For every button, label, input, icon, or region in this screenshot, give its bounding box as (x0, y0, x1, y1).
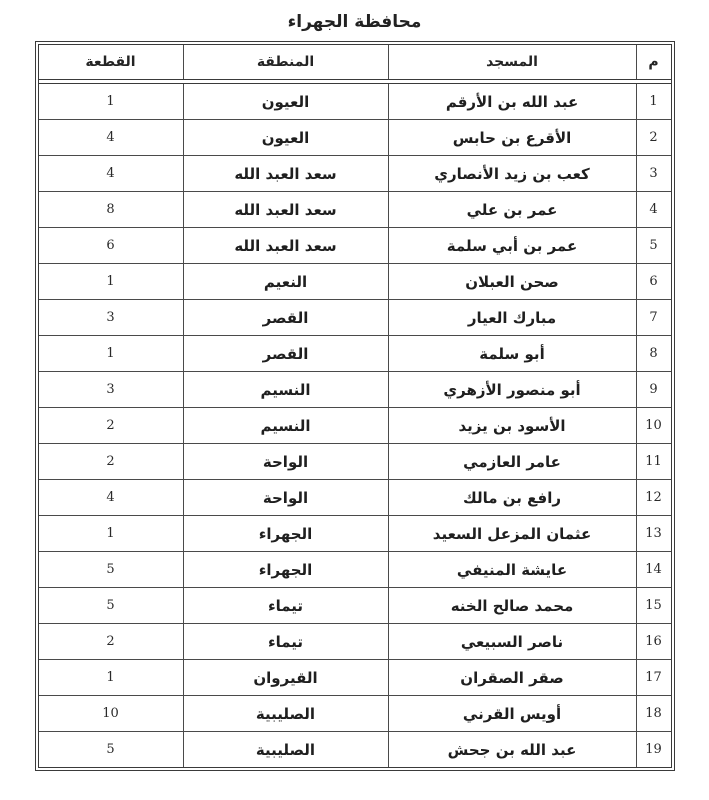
cell-mosque-name: صقر الصقران (388, 660, 636, 695)
cell-mosque-name: عبد الله بن الأرقم (388, 84, 636, 119)
cell-mosque-name: محمد صالح الخنه (388, 588, 636, 623)
table-row (39, 120, 671, 156)
table-row (39, 696, 671, 732)
cell-plot-number: 1 (106, 94, 115, 109)
cell-mosque-name: صحن العبلان (388, 264, 636, 299)
table-row (39, 444, 671, 480)
cell-plot-number: 6 (106, 238, 115, 253)
table-row (39, 264, 671, 300)
cell-mosque-name: أبو سلمة (388, 336, 636, 371)
cell-mosque-name: مبارك العيار (388, 300, 636, 335)
cell-plot-number: 2 (106, 418, 115, 433)
header-mosque: المسجد (388, 45, 636, 79)
cell-index: 4 (636, 192, 671, 227)
cell-area-name: تيماء (183, 624, 388, 659)
cell-area-name: العيون (183, 120, 388, 155)
table-row (39, 732, 671, 767)
cell-plot-number: 1 (106, 346, 115, 361)
table-row (39, 516, 671, 552)
header-area: المنطقة (183, 45, 388, 79)
cell-area-name: تيماء (183, 588, 388, 623)
cell-area-name: سعد العبد الله (183, 192, 388, 227)
table-row (39, 300, 671, 336)
cell-mosque-name: عمر بن علي (388, 192, 636, 227)
cell-mosque-name: ناصر السبيعي (388, 624, 636, 659)
table-row (39, 336, 671, 372)
cell-plot-number: 10 (102, 706, 119, 721)
cell-plot-number: 4 (106, 166, 115, 181)
cell-index: 5 (636, 228, 671, 263)
cell-mosque-name: عثمان المزعل السعيد (388, 516, 636, 551)
mosques-table-frame (38, 44, 672, 768)
table-body (39, 83, 671, 767)
cell-index: 1 (636, 84, 671, 119)
table-row (39, 192, 671, 228)
cell-plot-number: 4 (106, 130, 115, 145)
cell-index: 11 (636, 444, 671, 479)
table-row (39, 228, 671, 264)
cell-index: 12 (636, 480, 671, 515)
cell-area-name: النسيم (183, 408, 388, 443)
cell-area-name: الجهراء (183, 516, 388, 551)
cell-area-name: الواحة (183, 444, 388, 479)
cell-mosque-name: الأقرع بن حابس (388, 120, 636, 155)
table-row (39, 408, 671, 444)
cell-plot-number: 3 (106, 382, 115, 397)
cell-index: 7 (636, 300, 671, 335)
cell-area-name: القيروان (183, 660, 388, 695)
cell-area-name: العيون (183, 84, 388, 119)
cell-area-name: سعد العبد الله (183, 156, 388, 191)
header-index: م (636, 45, 671, 79)
table-row (39, 84, 671, 120)
cell-area-name: الواحة (183, 480, 388, 515)
cell-mosque-name: عايشة المنيفي (388, 552, 636, 587)
cell-plot-number: 4 (106, 490, 115, 505)
cell-mosque-name: عامر العازمي (388, 444, 636, 479)
cell-plot-number: 1 (106, 526, 115, 541)
cell-index: 10 (636, 408, 671, 443)
mosques-table (35, 41, 675, 771)
header-plot: القطعة (85, 54, 136, 70)
cell-area-name: النعيم (183, 264, 388, 299)
cell-index: 2 (636, 120, 671, 155)
cell-index: 6 (636, 264, 671, 299)
table-row (39, 372, 671, 408)
cell-mosque-name: كعب بن زيد الأنصاري (388, 156, 636, 191)
cell-mosque-name: أويس القرني (388, 696, 636, 731)
table-row (39, 552, 671, 588)
cell-mosque-name: أبو منصور الأزهري (388, 372, 636, 407)
table-row (39, 480, 671, 516)
table-row (39, 624, 671, 660)
cell-area-name: الصليبية (183, 696, 388, 731)
cell-area-name: سعد العبد الله (183, 228, 388, 263)
table-row (39, 588, 671, 624)
cell-index: 3 (636, 156, 671, 191)
cell-index: 18 (636, 696, 671, 731)
cell-index: 13 (636, 516, 671, 551)
cell-mosque-name: رافع بن مالك (388, 480, 636, 515)
cell-plot-number: 2 (106, 454, 115, 469)
table-row (39, 156, 671, 192)
cell-index: 14 (636, 552, 671, 587)
cell-index: 15 (636, 588, 671, 623)
cell-plot-number: 8 (106, 202, 115, 217)
table-header-row (39, 45, 671, 80)
cell-area-name: الصليبية (183, 732, 388, 767)
cell-area-name: الجهراء (183, 552, 388, 587)
cell-plot-number: 3 (106, 310, 115, 325)
cell-mosque-name: الأسود بن يزيد (388, 408, 636, 443)
page-title: محافظة الجهراء (287, 12, 422, 32)
cell-index: 17 (636, 660, 671, 695)
cell-index: 8 (636, 336, 671, 371)
cell-index: 19 (636, 732, 671, 767)
cell-plot-number: 5 (106, 562, 115, 577)
cell-area-name: القصر (183, 336, 388, 371)
cell-mosque-name: عبد الله بن جحش (388, 732, 636, 767)
cell-plot-number: 5 (106, 742, 115, 757)
cell-area-name: النسيم (183, 372, 388, 407)
cell-plot-number: 1 (106, 670, 115, 685)
table-row (39, 660, 671, 696)
cell-index: 16 (636, 624, 671, 659)
cell-mosque-name: عمر بن أبي سلمة (388, 228, 636, 263)
cell-index: 9 (636, 372, 671, 407)
cell-plot-number: 5 (106, 598, 115, 613)
cell-plot-number: 1 (106, 274, 115, 289)
cell-plot-number: 2 (106, 634, 115, 649)
cell-area-name: القصر (183, 300, 388, 335)
